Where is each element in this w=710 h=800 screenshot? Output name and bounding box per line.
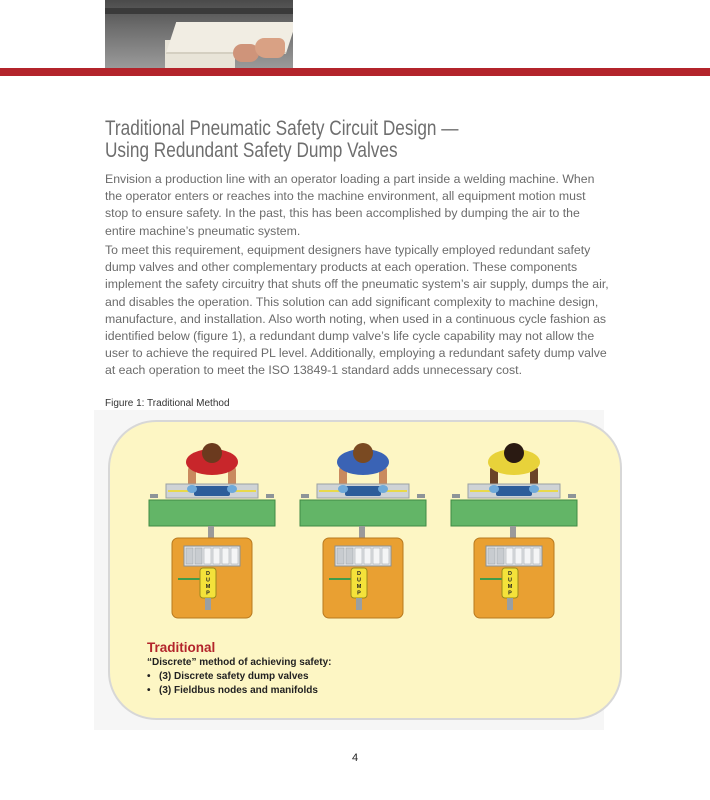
dump-valve-exhaust bbox=[507, 598, 513, 610]
machine-bar bbox=[105, 8, 293, 14]
paragraph-2: To meet this requirement, equipment designers have typically employed redundant safety dump valves and other complementary products at each operation. These components implement the safety circuitry that shuts off the pneumatic system’s air supply, dumps the air, and disables the operation. This solution can add significant complexity to machine design, manufacture, and installation. Also worth noting, when used in a continuous cycle fashion as identified below (figure 1), a redundant dump valve’s life cycle capability may not allow the user to achieve the required PL level. Additionally, employing a redundant safety dump valve at each operation to meet the ISO 13849-1 standard adds unnecessary cost. bbox=[105, 243, 609, 378]
workstation bbox=[450, 440, 578, 620]
dump-label-letter: M bbox=[356, 584, 362, 590]
manifold-valve bbox=[186, 548, 193, 564]
dump-valve-exhaust bbox=[356, 598, 362, 610]
dump-label-letter: P bbox=[508, 590, 512, 597]
dump-label-letter: U bbox=[206, 577, 210, 584]
dump-valve-exhaust bbox=[205, 598, 211, 610]
manifold-valve bbox=[524, 548, 531, 564]
workstation bbox=[299, 440, 427, 620]
manifold-valve bbox=[506, 548, 513, 564]
exhaust-line bbox=[480, 578, 502, 580]
dump-label-letter: D bbox=[508, 571, 512, 577]
title-line-1: Traditional Pneumatic Safety Circuit Design — bbox=[105, 117, 459, 140]
page-number: 4 bbox=[351, 752, 359, 764]
header-photo bbox=[105, 0, 293, 68]
manifold-valve bbox=[204, 548, 211, 564]
workstation-illustration bbox=[299, 440, 427, 620]
legend-item: • (3) Fieldbus nodes and manifolds bbox=[147, 685, 318, 696]
header-accent-bar bbox=[0, 68, 710, 76]
manifold-valve bbox=[488, 548, 495, 564]
operator-head bbox=[202, 443, 222, 463]
workpiece bbox=[496, 486, 532, 496]
manifold-valve bbox=[533, 548, 540, 564]
exhaust-line bbox=[178, 578, 200, 580]
dump-label-letter: M bbox=[507, 584, 513, 590]
fixture-clamp-right bbox=[417, 494, 425, 498]
operator-head bbox=[504, 443, 524, 463]
fixture-clamp-right bbox=[568, 494, 576, 498]
dump-label-letter: P bbox=[357, 590, 361, 597]
figure-caption: Figure 1: Traditional Method bbox=[105, 398, 230, 409]
operator-glove-left bbox=[187, 485, 197, 493]
fixture-clamp-left bbox=[301, 494, 309, 498]
operator-glove-right bbox=[529, 485, 539, 493]
manifold-valve bbox=[213, 548, 220, 564]
operator-hand-right bbox=[255, 38, 285, 58]
operator-glove-right bbox=[378, 485, 388, 493]
manifold-valve bbox=[231, 548, 238, 564]
dump-label-letter: P bbox=[206, 590, 210, 597]
manifold-valve bbox=[337, 548, 344, 564]
manifold-valve bbox=[355, 548, 362, 564]
manifold-valve bbox=[497, 548, 504, 564]
figure-legend bbox=[147, 640, 332, 698]
manifold-valve bbox=[515, 548, 522, 564]
fixture-clamp-left bbox=[150, 494, 158, 498]
workpiece bbox=[194, 486, 230, 496]
legend-title: Traditional bbox=[147, 640, 216, 655]
machine-table bbox=[300, 500, 426, 526]
air-line bbox=[359, 526, 365, 538]
manifold-valve bbox=[195, 548, 202, 564]
exhaust-line bbox=[329, 578, 351, 580]
workstation bbox=[148, 440, 276, 620]
dump-label-letter: U bbox=[508, 577, 512, 584]
manifold-valve bbox=[373, 548, 380, 564]
machine-table bbox=[451, 500, 577, 526]
workstation-illustration bbox=[148, 440, 276, 620]
manifold-valve bbox=[364, 548, 371, 564]
workpiece bbox=[345, 486, 381, 496]
air-line bbox=[510, 526, 516, 538]
fixture-clamp-left bbox=[452, 494, 460, 498]
legend-subtitle: “Discrete” method of achieving safety: bbox=[147, 657, 332, 668]
page-title bbox=[105, 118, 531, 162]
machine-table bbox=[149, 500, 275, 526]
dump-label-letter: D bbox=[357, 571, 361, 577]
operator-glove-left bbox=[338, 485, 348, 493]
legend-list bbox=[147, 670, 332, 698]
operator-glove-left bbox=[489, 485, 499, 493]
dump-label-letter: D bbox=[206, 571, 210, 577]
title-line-2: Using Redundant Safety Dump Valves bbox=[105, 139, 398, 162]
legend-item: • (3) Discrete safety dump valves bbox=[147, 671, 309, 682]
manifold-valve bbox=[382, 548, 389, 564]
workstation-illustration bbox=[450, 440, 578, 620]
air-line bbox=[208, 526, 214, 538]
manifold-valve bbox=[346, 548, 353, 564]
dump-label-letter: U bbox=[357, 577, 361, 584]
operator-head bbox=[353, 443, 373, 463]
dump-label-letter: M bbox=[205, 584, 211, 590]
operator-glove-right bbox=[227, 485, 237, 493]
paragraph-1: Envision a production line with an operator loading a part inside a welding machine. When the operator enters or reaches into the machine environment, all equipment motion must stop to ensure safety. In the past, this has been accomplished by dumping the air to the entire machine’s pneumatic system. bbox=[105, 172, 595, 238]
manifold-valve bbox=[222, 548, 229, 564]
fixture-clamp-right bbox=[266, 494, 274, 498]
